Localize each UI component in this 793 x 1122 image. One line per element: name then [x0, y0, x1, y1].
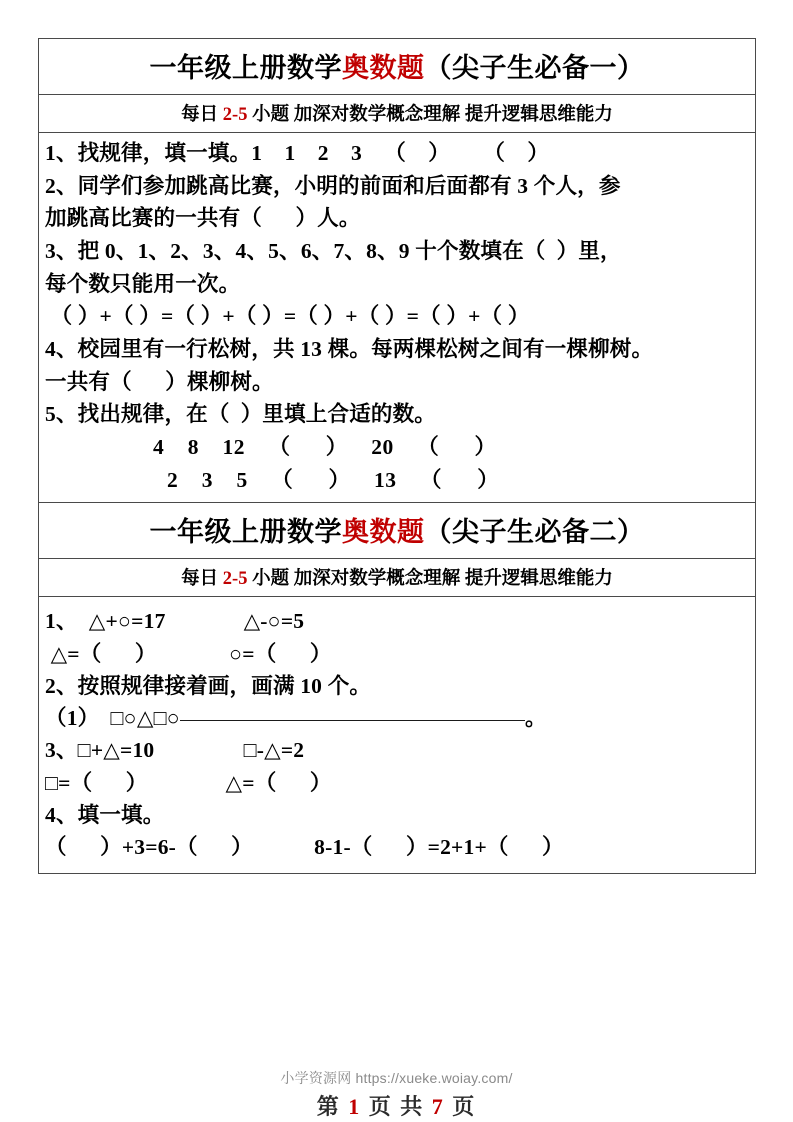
title-prefix: 一年级上册数学 — [149, 517, 342, 548]
subtitle-highlight: 2-5 — [222, 569, 248, 590]
page-suffix: 页 — [444, 1094, 477, 1119]
subtitle-suffix: 小题 加深对数学概念理解 提升逻辑思维能力 — [247, 569, 613, 590]
title-highlight: 奥数题 — [342, 517, 425, 548]
section-two-title — [150, 510, 645, 549]
section-two-question-4-line-1: 4、填一填。 — [45, 802, 165, 827]
section-one-body — [39, 133, 755, 502]
answer-blank-line[interactable] — [180, 719, 525, 721]
section-two-question-3-line-1: 3、□+△=10 □-△=2 — [45, 738, 305, 763]
page-current: 1 — [348, 1094, 362, 1119]
title-suffix: （尖子生必备二） — [424, 517, 645, 548]
subtitle-prefix: 每日 — [181, 105, 223, 125]
pattern-period: 。 — [524, 706, 547, 731]
section-two-question-4-line-2: （ ）+3=6-（ ） 8-1-（ ）=2+1+（ ） — [45, 835, 564, 860]
section-one-title — [150, 46, 645, 85]
subtitle-prefix: 每日 — [181, 569, 223, 590]
section-one — [39, 39, 755, 502]
question-2-line-2: 加跳高比赛的一共有（ ）人。 — [45, 206, 361, 231]
page-middle: 页 共 — [361, 1094, 432, 1119]
question-1: 1、找规律，填一填。1 1 2 3 （ ） （ ） — [45, 141, 550, 165]
question-4-line-2: 一共有（ ）棵柳树。 — [45, 369, 274, 394]
section-two-subtitle-row — [39, 559, 755, 597]
section-two-question-1-line-1: 1、 △+○=17 △-○=5 — [45, 609, 305, 634]
page-total: 7 — [431, 1094, 445, 1119]
section-two — [39, 502, 755, 873]
page-number — [0, 1090, 793, 1121]
question-5-sequence-1: 4 8 12 （ ） 20 （ ） — [153, 435, 497, 460]
section-two-body — [39, 597, 755, 873]
worksheet-table — [38, 38, 756, 874]
question-3-line-1: 3、把 0、1、2、3、4、5、6、7、8、9 十个数填在（ ）里， — [45, 239, 622, 264]
section-two-question-1-line-2: △=（ ） ○=（ ） — [45, 641, 332, 666]
section-one-subtitle-row — [39, 95, 755, 133]
site-watermark: 小学资源网 https://xueke.woiay.com/ — [280, 1070, 513, 1086]
question-5-line-1: 5、找出规律，在（ ）里填上合适的数。 — [45, 402, 437, 427]
question-3-line-2: 每个数只能用一次。 — [45, 271, 241, 296]
title-prefix: 一年级上册数学 — [149, 53, 342, 83]
section-one-subtitle — [181, 100, 613, 126]
question-5-sequence-2: 2 3 5 （ ） 13 （ ） — [167, 467, 500, 492]
question-4-line-1: 4、校园里有一行松树，共 13 棵。每两棵松树之间有一棵柳树。 — [45, 337, 654, 362]
question-2-line-1: 2、同学们参加跳高比赛，小明的前面和后面都有 3 个人，参 — [45, 173, 621, 198]
section-two-title-row — [39, 502, 755, 559]
section-two-question-3-line-2: □=（ ） △=（ ） — [45, 770, 332, 795]
question-3-equation: （ ）+（ ）=（ ）+（ ）=（ ）+（ ）=（ ）+（ ） — [45, 304, 530, 329]
title-suffix: （尖子生必备一） — [424, 53, 645, 83]
subtitle-suffix: 小题 加深对数学概念理解 提升逻辑思维能力 — [247, 105, 613, 125]
section-two-subtitle — [181, 564, 613, 590]
section-two-question-2-line-2 — [45, 702, 749, 734]
shape-pattern: （1） □○△□○ — [45, 706, 180, 731]
section-one-title-row — [39, 39, 755, 95]
page-prefix: 第 — [316, 1094, 349, 1119]
title-highlight: 奥数题 — [342, 53, 425, 83]
subtitle-highlight: 2-5 — [222, 105, 248, 125]
section-two-question-2-line-1: 2、按照规律接着画，画满 10 个。 — [45, 673, 372, 698]
